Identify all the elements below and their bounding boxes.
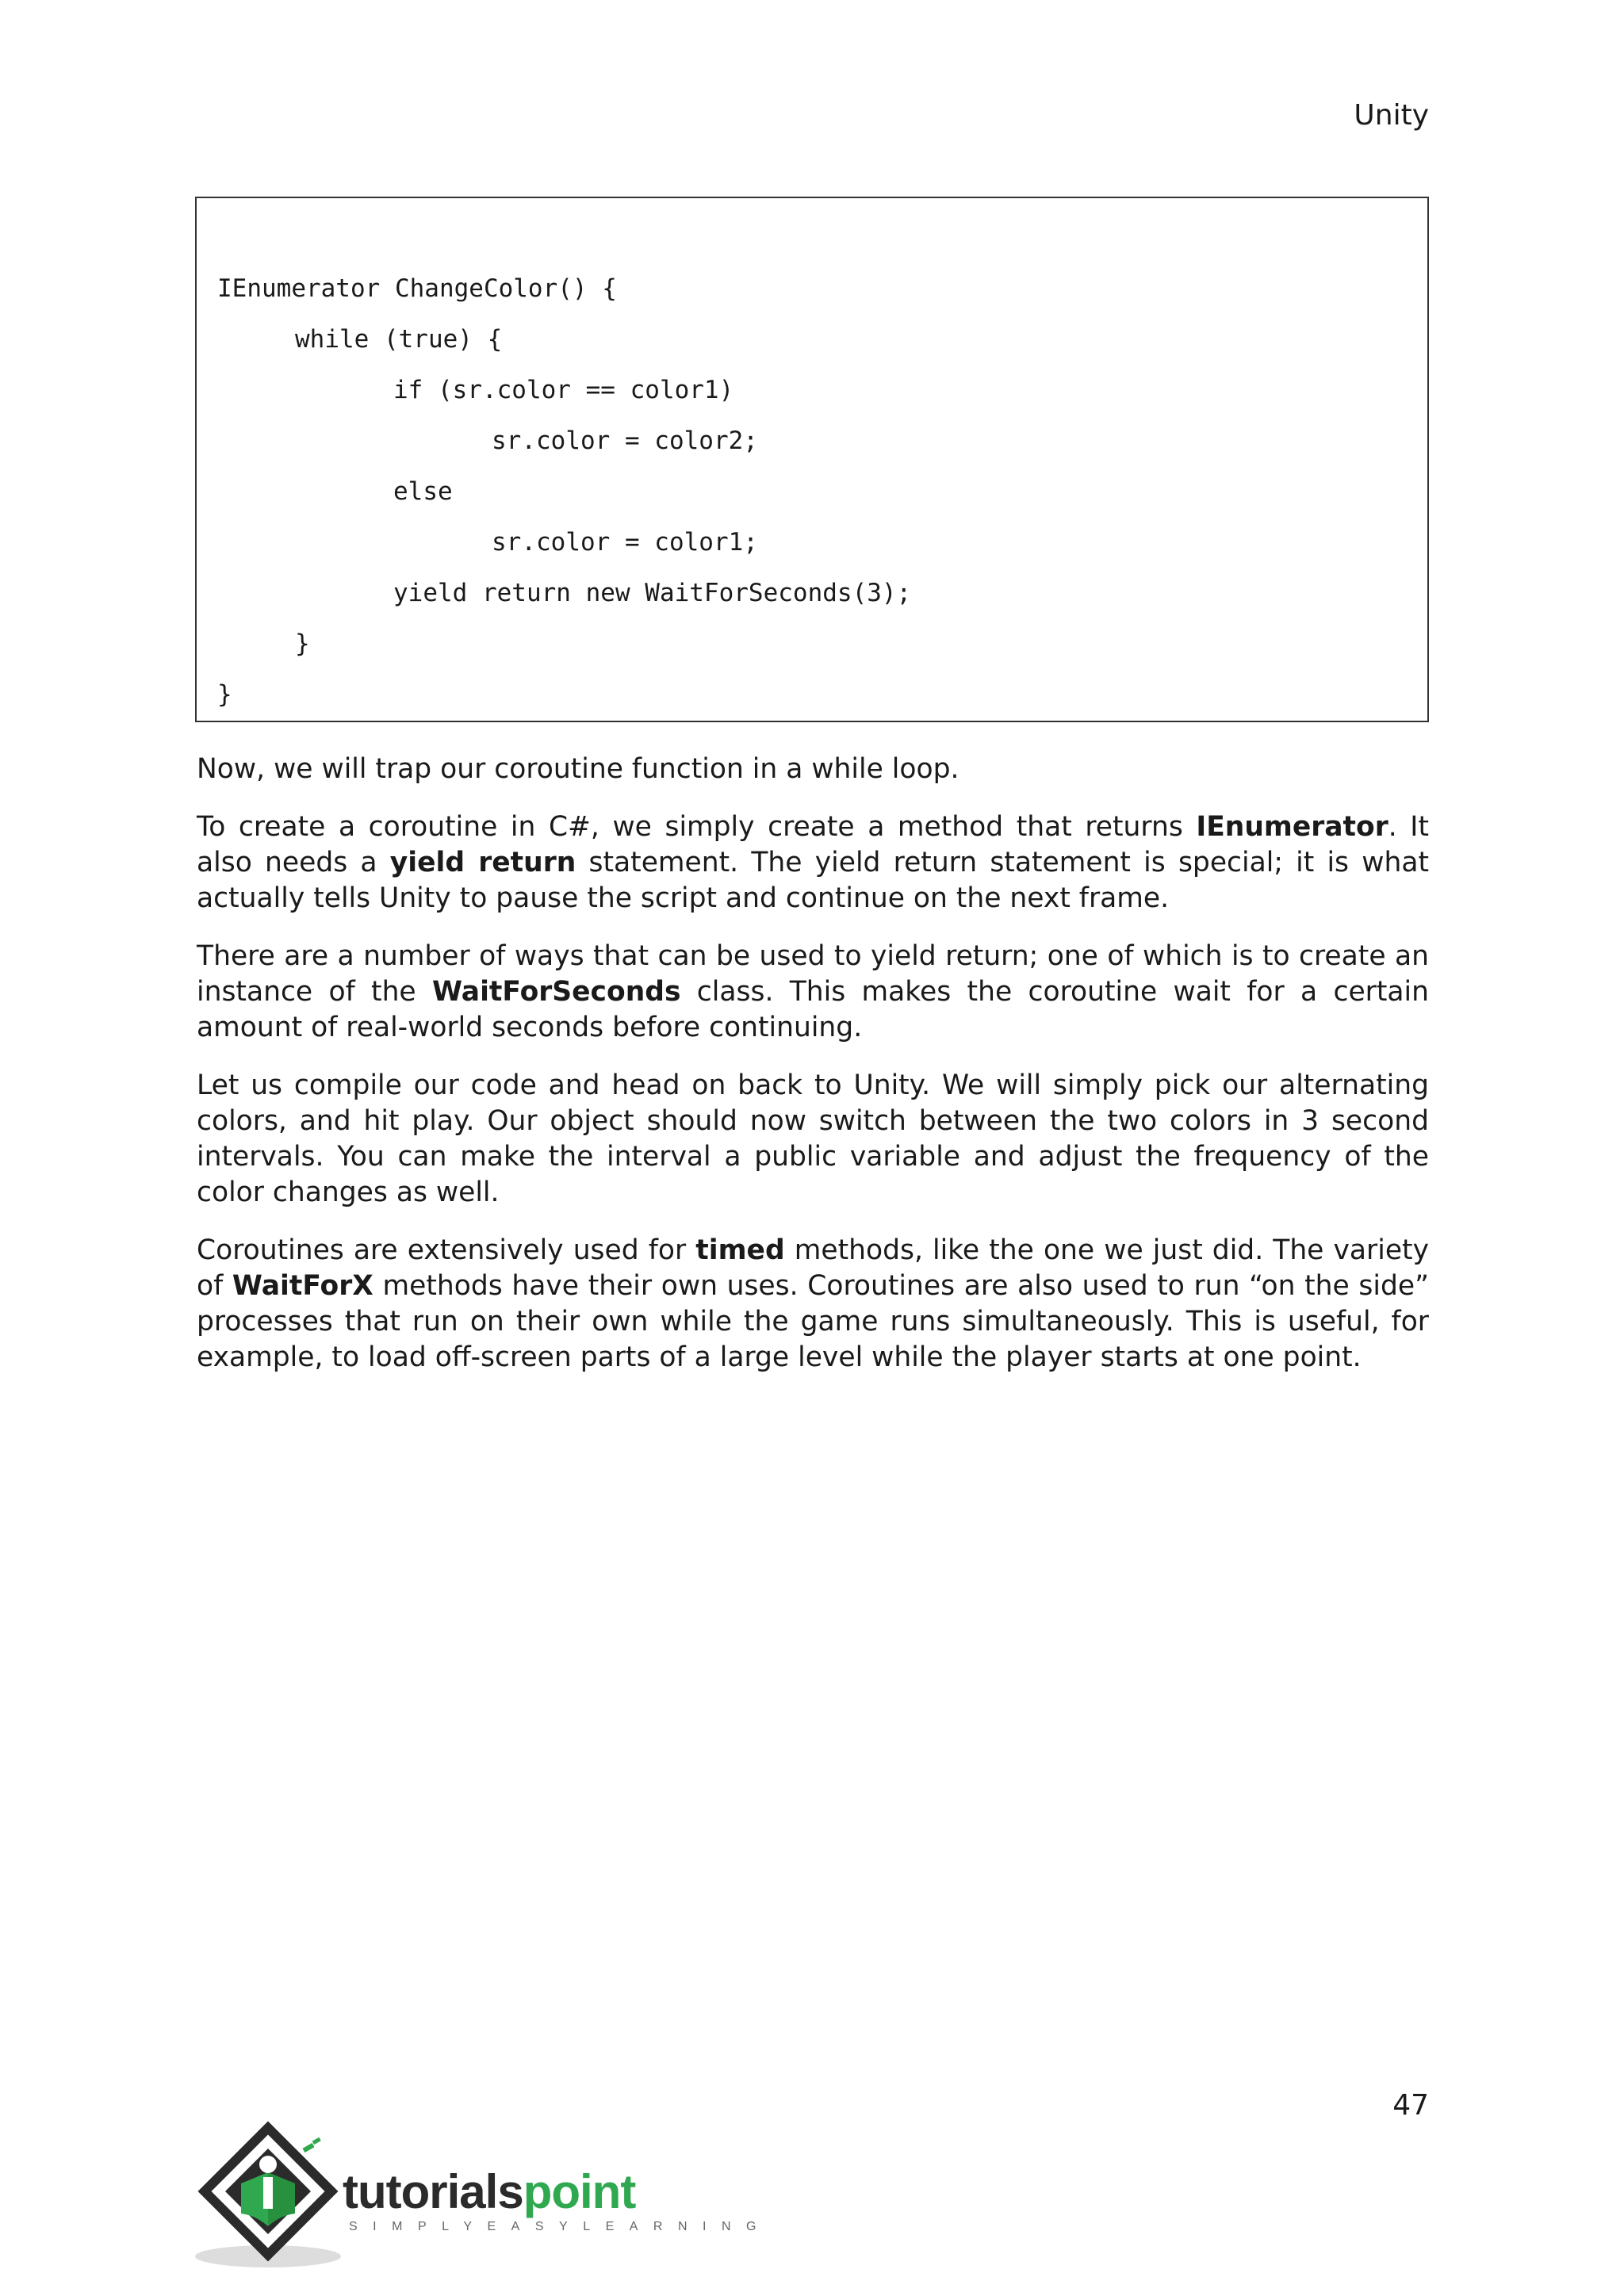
term-ienumerator: IEnumerator — [1196, 811, 1388, 843]
paragraph-coroutine-uses: Coroutines are extensively used for timed methods, like the one we just did. The variety of WaitForX methods have their own uses. Coroutines are also used to run “on the side” processes that run on their own while the game runs simultaneously. This is useful, for example, to load off-screen parts of a large level while the player starts at one point. — [197, 1234, 1429, 1373]
code-line: IEnumerator ChangeColor() { — [217, 274, 617, 303]
term-waitforseconds: WaitForSeconds — [431, 976, 681, 1008]
running-header: Unity — [1354, 99, 1429, 132]
code-line: yield return new WaitForSeconds(3); — [393, 579, 912, 607]
tutorialspoint-emblem-icon — [195, 2117, 354, 2267]
logo-tagline: SIMPLYEASYLEARNING — [349, 2220, 772, 2233]
code-line: } — [217, 680, 232, 709]
logo-wordmark: tutorialspoint — [343, 2165, 636, 2218]
paragraph-compile-code: Let us compile our code and head on back to Unity. We will simply pick our alternating colors, and hit play. Our object should now switch between the two colors in 3 second intervals. You can make the interval a public variable and adjust the frequency of the color changes as well. — [197, 1070, 1429, 1208]
paragraph-wait-for-seconds: There are a number of ways that can be used to yield return; one of which is to create an instance of the WaitForSeconds class. This makes the coroutine wait for a certain amount of real-world seconds before continuing. — [197, 940, 1429, 1043]
paragraph-trap-coroutine: Now, we will trap our coroutine function in a while loop. — [197, 753, 959, 785]
code-line: else — [393, 477, 453, 506]
page-number: 47 — [1392, 2089, 1429, 2122]
code-line: } — [295, 629, 310, 658]
code-lines — [217, 263, 911, 720]
paragraph-create-coroutine: To create a coroutine in C#, we simply create a method that returns IEnumerator. It also needs a yield return statement. The yield return statement is special; it is what actually tells Unity to pause the script and continue on the next frame. — [197, 811, 1430, 914]
tutorialspoint-logo — [195, 2117, 772, 2267]
code-line: sr.color = color1; — [492, 528, 758, 557]
code-line: sr.color = color2; — [492, 427, 758, 455]
term-timed: timed — [695, 1234, 785, 1266]
code-line: if (sr.color == color1) — [393, 376, 734, 404]
code-block — [195, 197, 1429, 722]
term-waitforx: WaitForX — [232, 1270, 373, 1302]
term-yield-return: yield return — [389, 847, 576, 878]
body-text — [197, 752, 1429, 1398]
code-line: while (true) { — [295, 325, 503, 354]
